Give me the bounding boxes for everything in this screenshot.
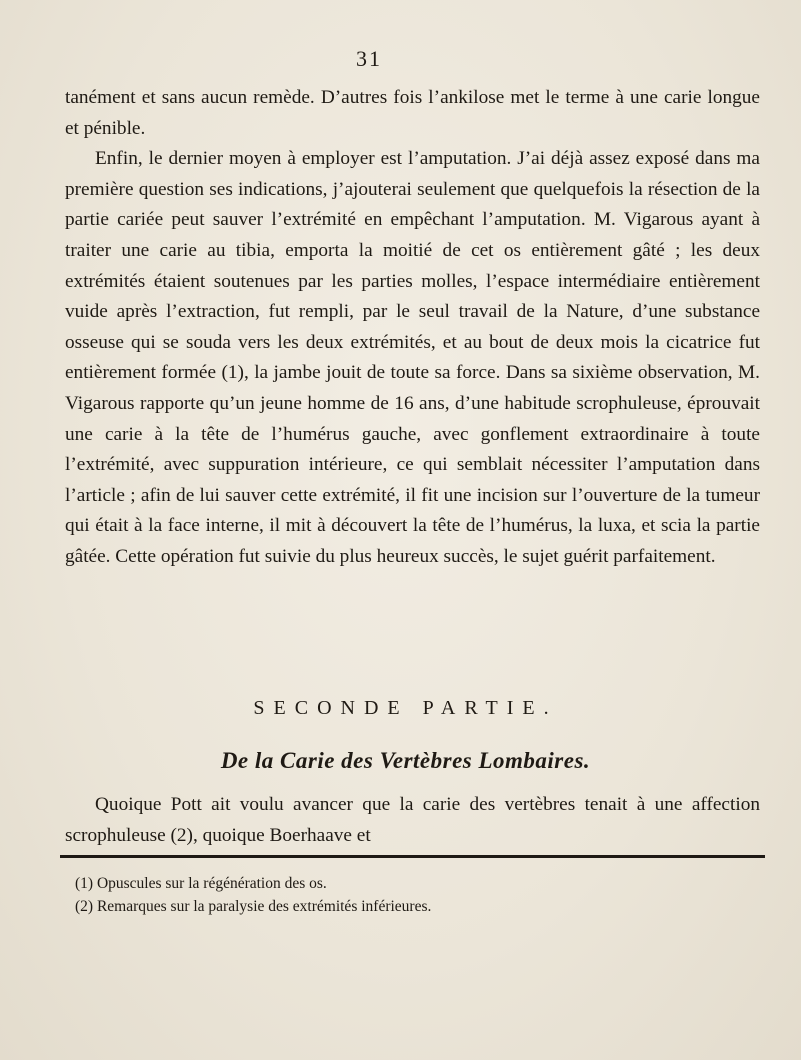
footnote-divider — [60, 855, 765, 858]
body-text — [65, 83, 760, 573]
section-title: De la Carie des Vertèbres Lombaires. — [220, 748, 591, 773]
paragraph: Enfin, le dernier moyen à employer est l’amputation. J’ai déjà assez exposé dans ma première question ses indications, j’ajouterai seulement que quelquefois la résection de la partie cariée peut sauver l’extrémité en empêchant l’amputation. M. Vigarous ayant à traiter une carie au tibia, emporta la moitié de cet os entièrement gâté ; les deux extrémités étaient soutenues par les parties molles, l’espace intermédiaire entièrement vuide après l’extraction, fut rempli, par le seul travail de la Nature, d’une substance osseuse qui se souda vers les deux extrémités, et au bout de deux mois la cicatrice fut entièrement formée (1), la jambe jouit de toute sa force. Dans sa sixième observation, M. Vigarous rapporte qu’un jeune homme de 16 ans, d’une habitude scrophuleuse, éprouvait une carie à la tête de l’humérus gauche, avec gonflement extraordinaire à toute l’extrémité, avec suppuration intérieure, ce qui semblait nécessiter l’amputation dans l’article ; afin de lui sauver cette extrémité, il fit une incision sur l’ouverture de la tumeur qui était à la face interne, il mit à découvert la tête de l’humérus, la luxa, et scia la partie gâtée. Cette opération fut suivie du plus heureux succès, le sujet guérit parfaitement. — [65, 148, 760, 567]
paragraph: tanément et sans aucun remède. D’autres fois l’ankilose met le terme à une carie longue et pénible. — [65, 87, 760, 139]
part-heading: SECONDE PARTIE. — [253, 697, 558, 719]
footnote: (1) Opuscules sur la régénération des os. — [75, 875, 327, 892]
footnotes — [75, 872, 765, 918]
page-number: 31 — [356, 46, 382, 71]
paragraph: Quoique Pott ait voulu avancer que la carie des vertèbres tenait à une affection scrophuleuse (2), quoique Boerhaave et — [65, 794, 760, 846]
footnote: (2) Remarques sur la paralysie des extrémités inférieures. — [75, 898, 432, 915]
